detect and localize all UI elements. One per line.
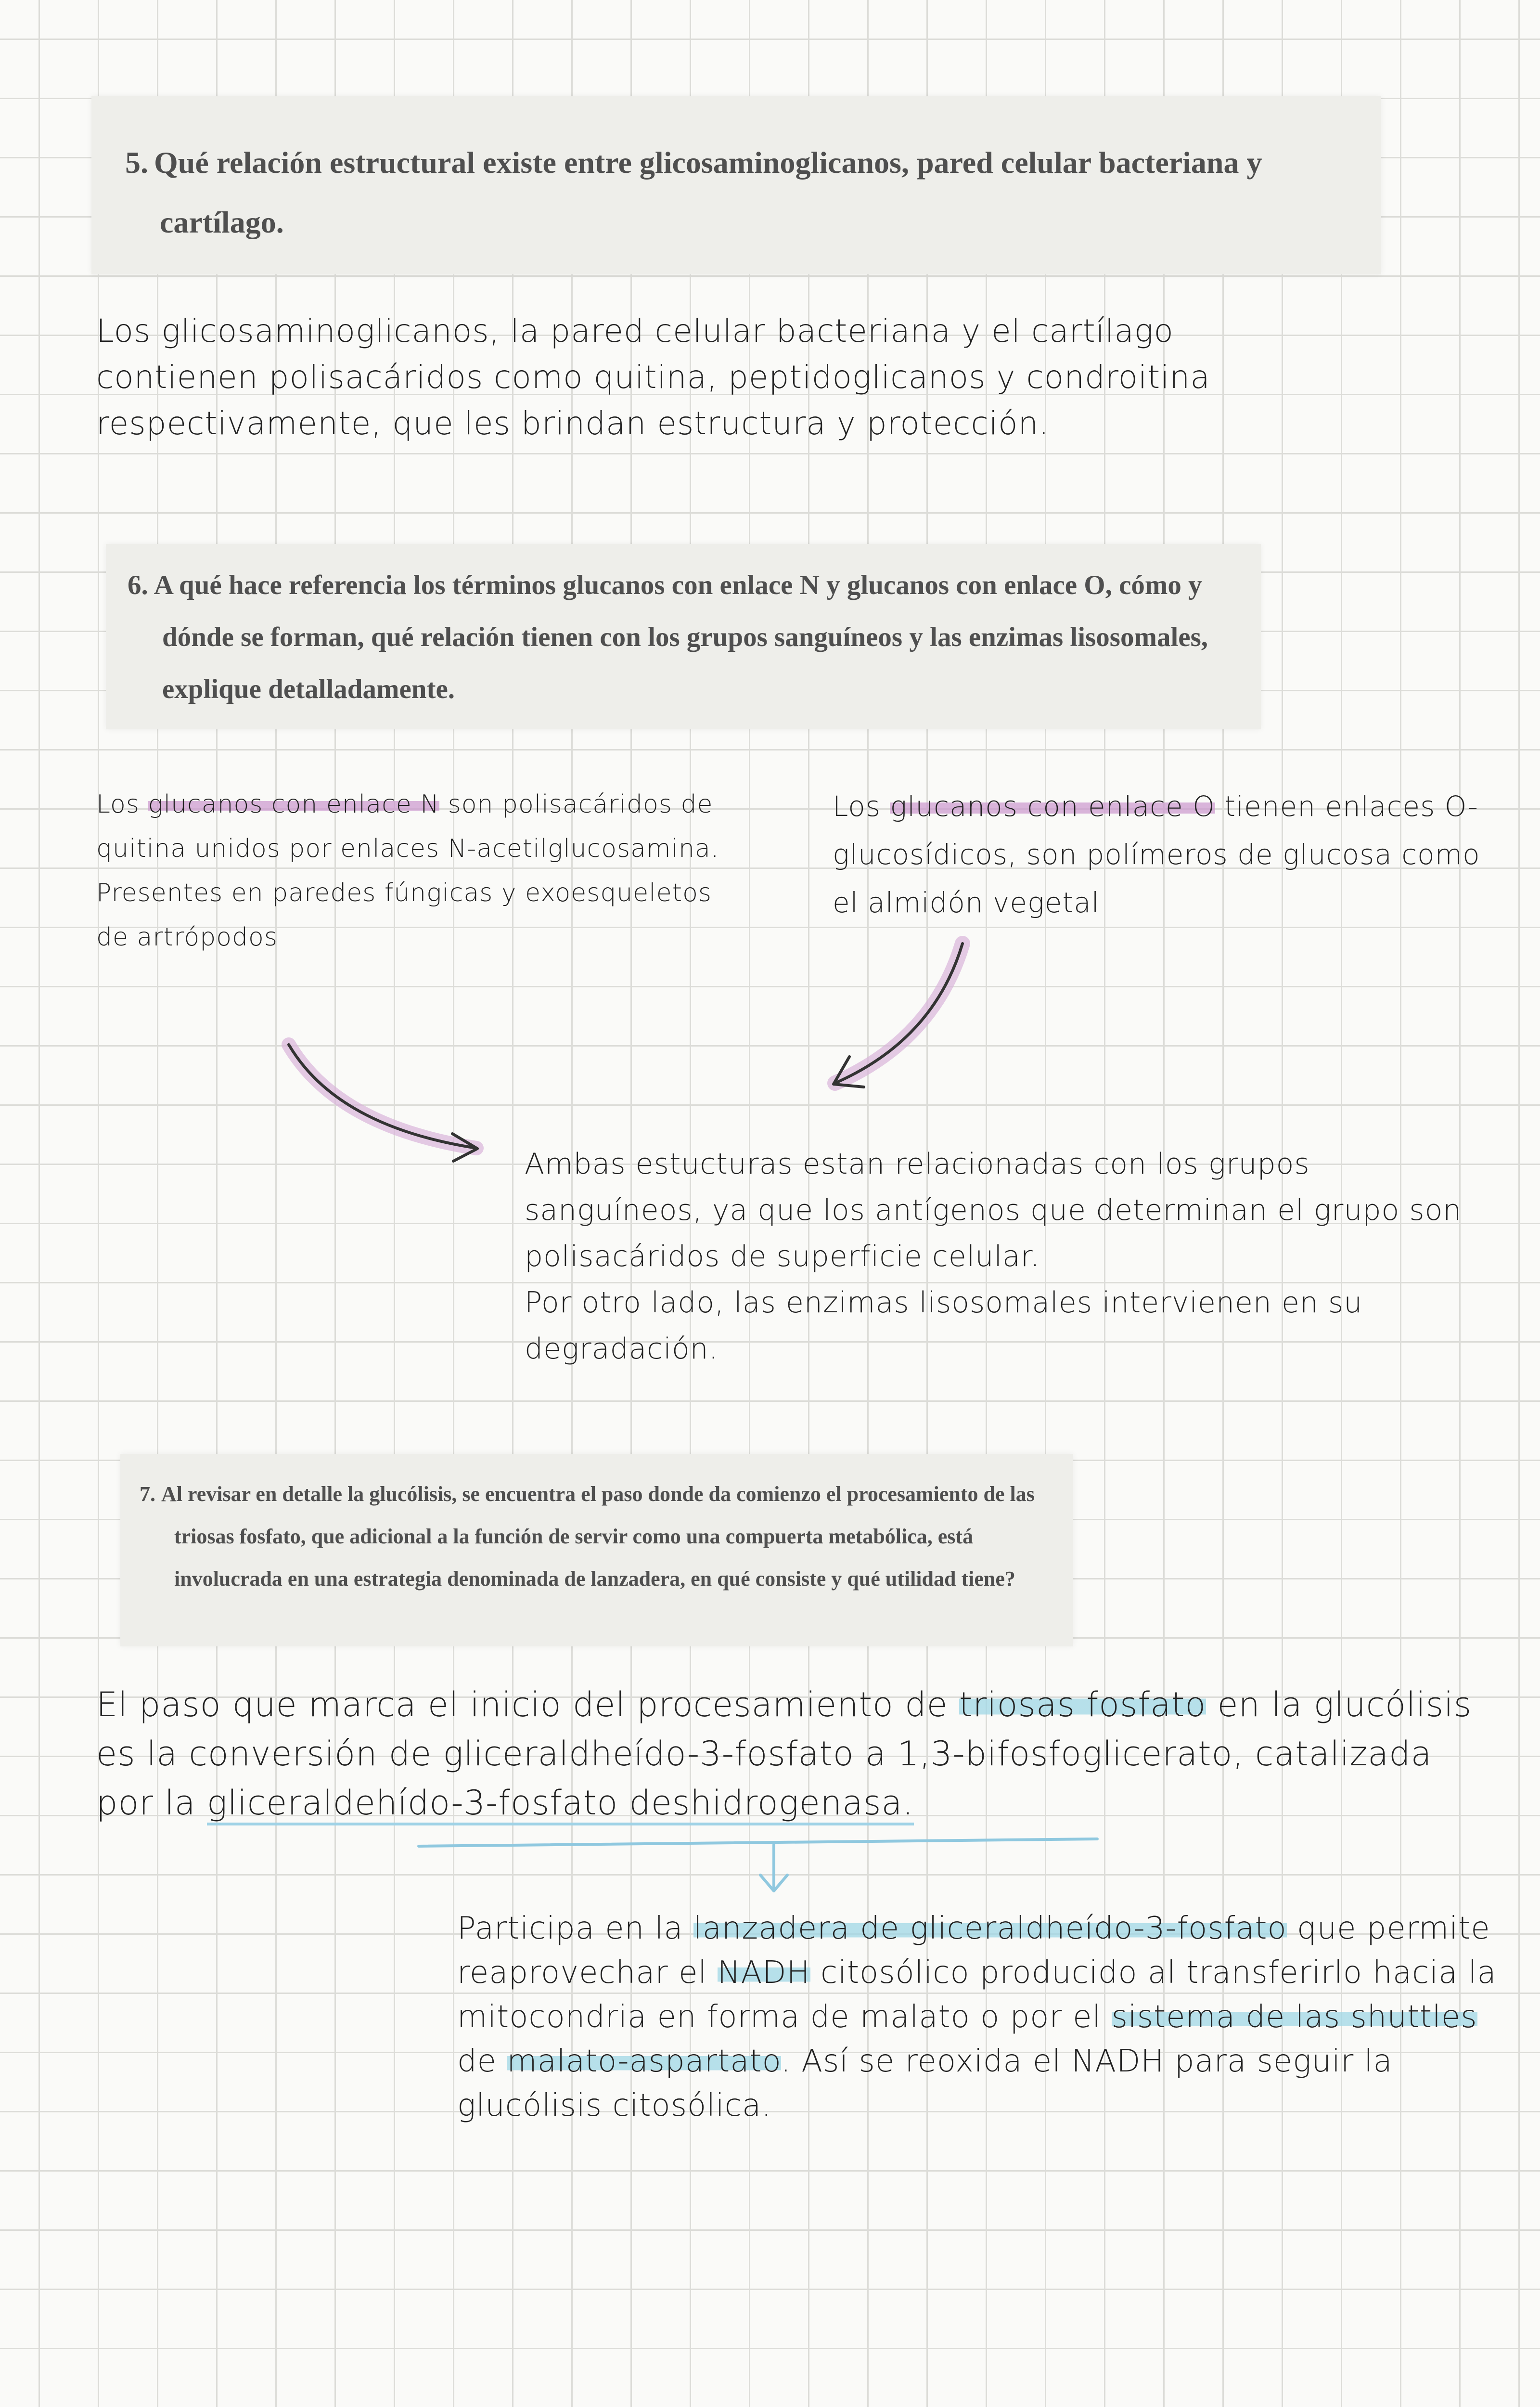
answer-5: Los glicosaminoglicanos, la pared celular bacteriana y el cartílago contienen polisacáridos como quitina, peptidoglicanos y condroitina respectivamente, que les brindan estructura y protección. — [96, 312, 1210, 442]
highlight-nadh: NADH — [717, 1955, 810, 1991]
question-5-number: 5. — [125, 145, 148, 180]
note-combined-line1: Ambas estucturas estan relacionadas con los grupos sanguíneos, ya que los antígenos que determinan el grupo son polisacáridos de superficie celular. — [525, 1147, 1462, 1273]
answer-7: El paso que marca el inicio del procesamiento de triosas fosfato en la glucólisis es la conversión de gliceraldheído-3-fosfato a 1,3-bifosfoglicerato, catalizada por la gliceraldehído-3-fosfato deshidrogenasa. — [96, 1680, 1492, 1827]
highlight-triosas: triosas fosfato — [959, 1685, 1206, 1724]
highlight-malato: malato-aspartato — [507, 2044, 781, 2079]
question-5-text: 5. Qué relación estructural existe entre glicosaminoglicanos, pared celular bacteriana y cartílago. — [125, 145, 1262, 239]
note-o-linked-glycans: Los glucanos con enlace O tienen enlaces O-glucosídicos, son polímeros de glucosa como el almidón vegetal — [833, 790, 1480, 919]
arrow-down-icon — [419, 1839, 1097, 1891]
note-combined — [525, 1141, 1468, 1372]
arrow-left-icon — [289, 1045, 477, 1161]
question-6-number: 6. — [128, 570, 148, 600]
question-7-number: 7. — [140, 1482, 155, 1506]
answer-7-shuttle: Participa en la lanzadera de gliceraldheído-3-fosfato que permite reaprovechar el NADH citosólico producido al transferirlo hacia la mitocondria en forma de malato o por el sistema de las shuttles de malato-aspartato. Así se reoxida el NADH para seguir la glucólisis citosólica. — [457, 1911, 1497, 2123]
question-7-text: 7. Al revisar en detalle la glucólisis, se encuentra el paso donde da comienzo el procesamiento de las triosas fosfato, que adicional a la función de servir como una compuerta metabólica, está involucrada en una estrategia denominada de lanzadera, en qué consiste y qué utilidad tiene? — [140, 1482, 1035, 1591]
question-5-box — [91, 96, 1381, 274]
highlight-o-linked: glucanos con enlace O — [890, 790, 1215, 823]
question-7-box — [120, 1454, 1073, 1646]
note-combined-line2: Por otro lado, las enzimas lisosomales intervienen en su degradación. — [525, 1286, 1363, 1366]
highlight-sistema: sistema de las shuttles — [1111, 1999, 1477, 2035]
arrow-right-icon — [834, 944, 962, 1087]
highlight-n-linked: glucanos con enlace N — [148, 790, 440, 819]
highlight-lanzadera: lanzadera de gliceraldheído-3-fosfato — [693, 1911, 1287, 1946]
note-n-linked-glycans: Los glucanos con enlace N son polisacáridos de quitina unidos por enlaces N-acetilglucosamina. Presentes en paredes fúngicas y exoesqueletos de artrópodos — [96, 790, 719, 952]
underline-enzyme: gliceraldehído-3-fosfato deshidrogenasa. — [207, 1783, 914, 1825]
question-6-text: 6. A qué hace referencia los términos glucanos con enlace N y glucanos con enlace O, cómo y dónde se forman, qué relación tienen con los grupos sanguíneos y las enzimas lisosomales, explique detalladamente. — [128, 570, 1208, 704]
question-6-box — [106, 544, 1261, 729]
